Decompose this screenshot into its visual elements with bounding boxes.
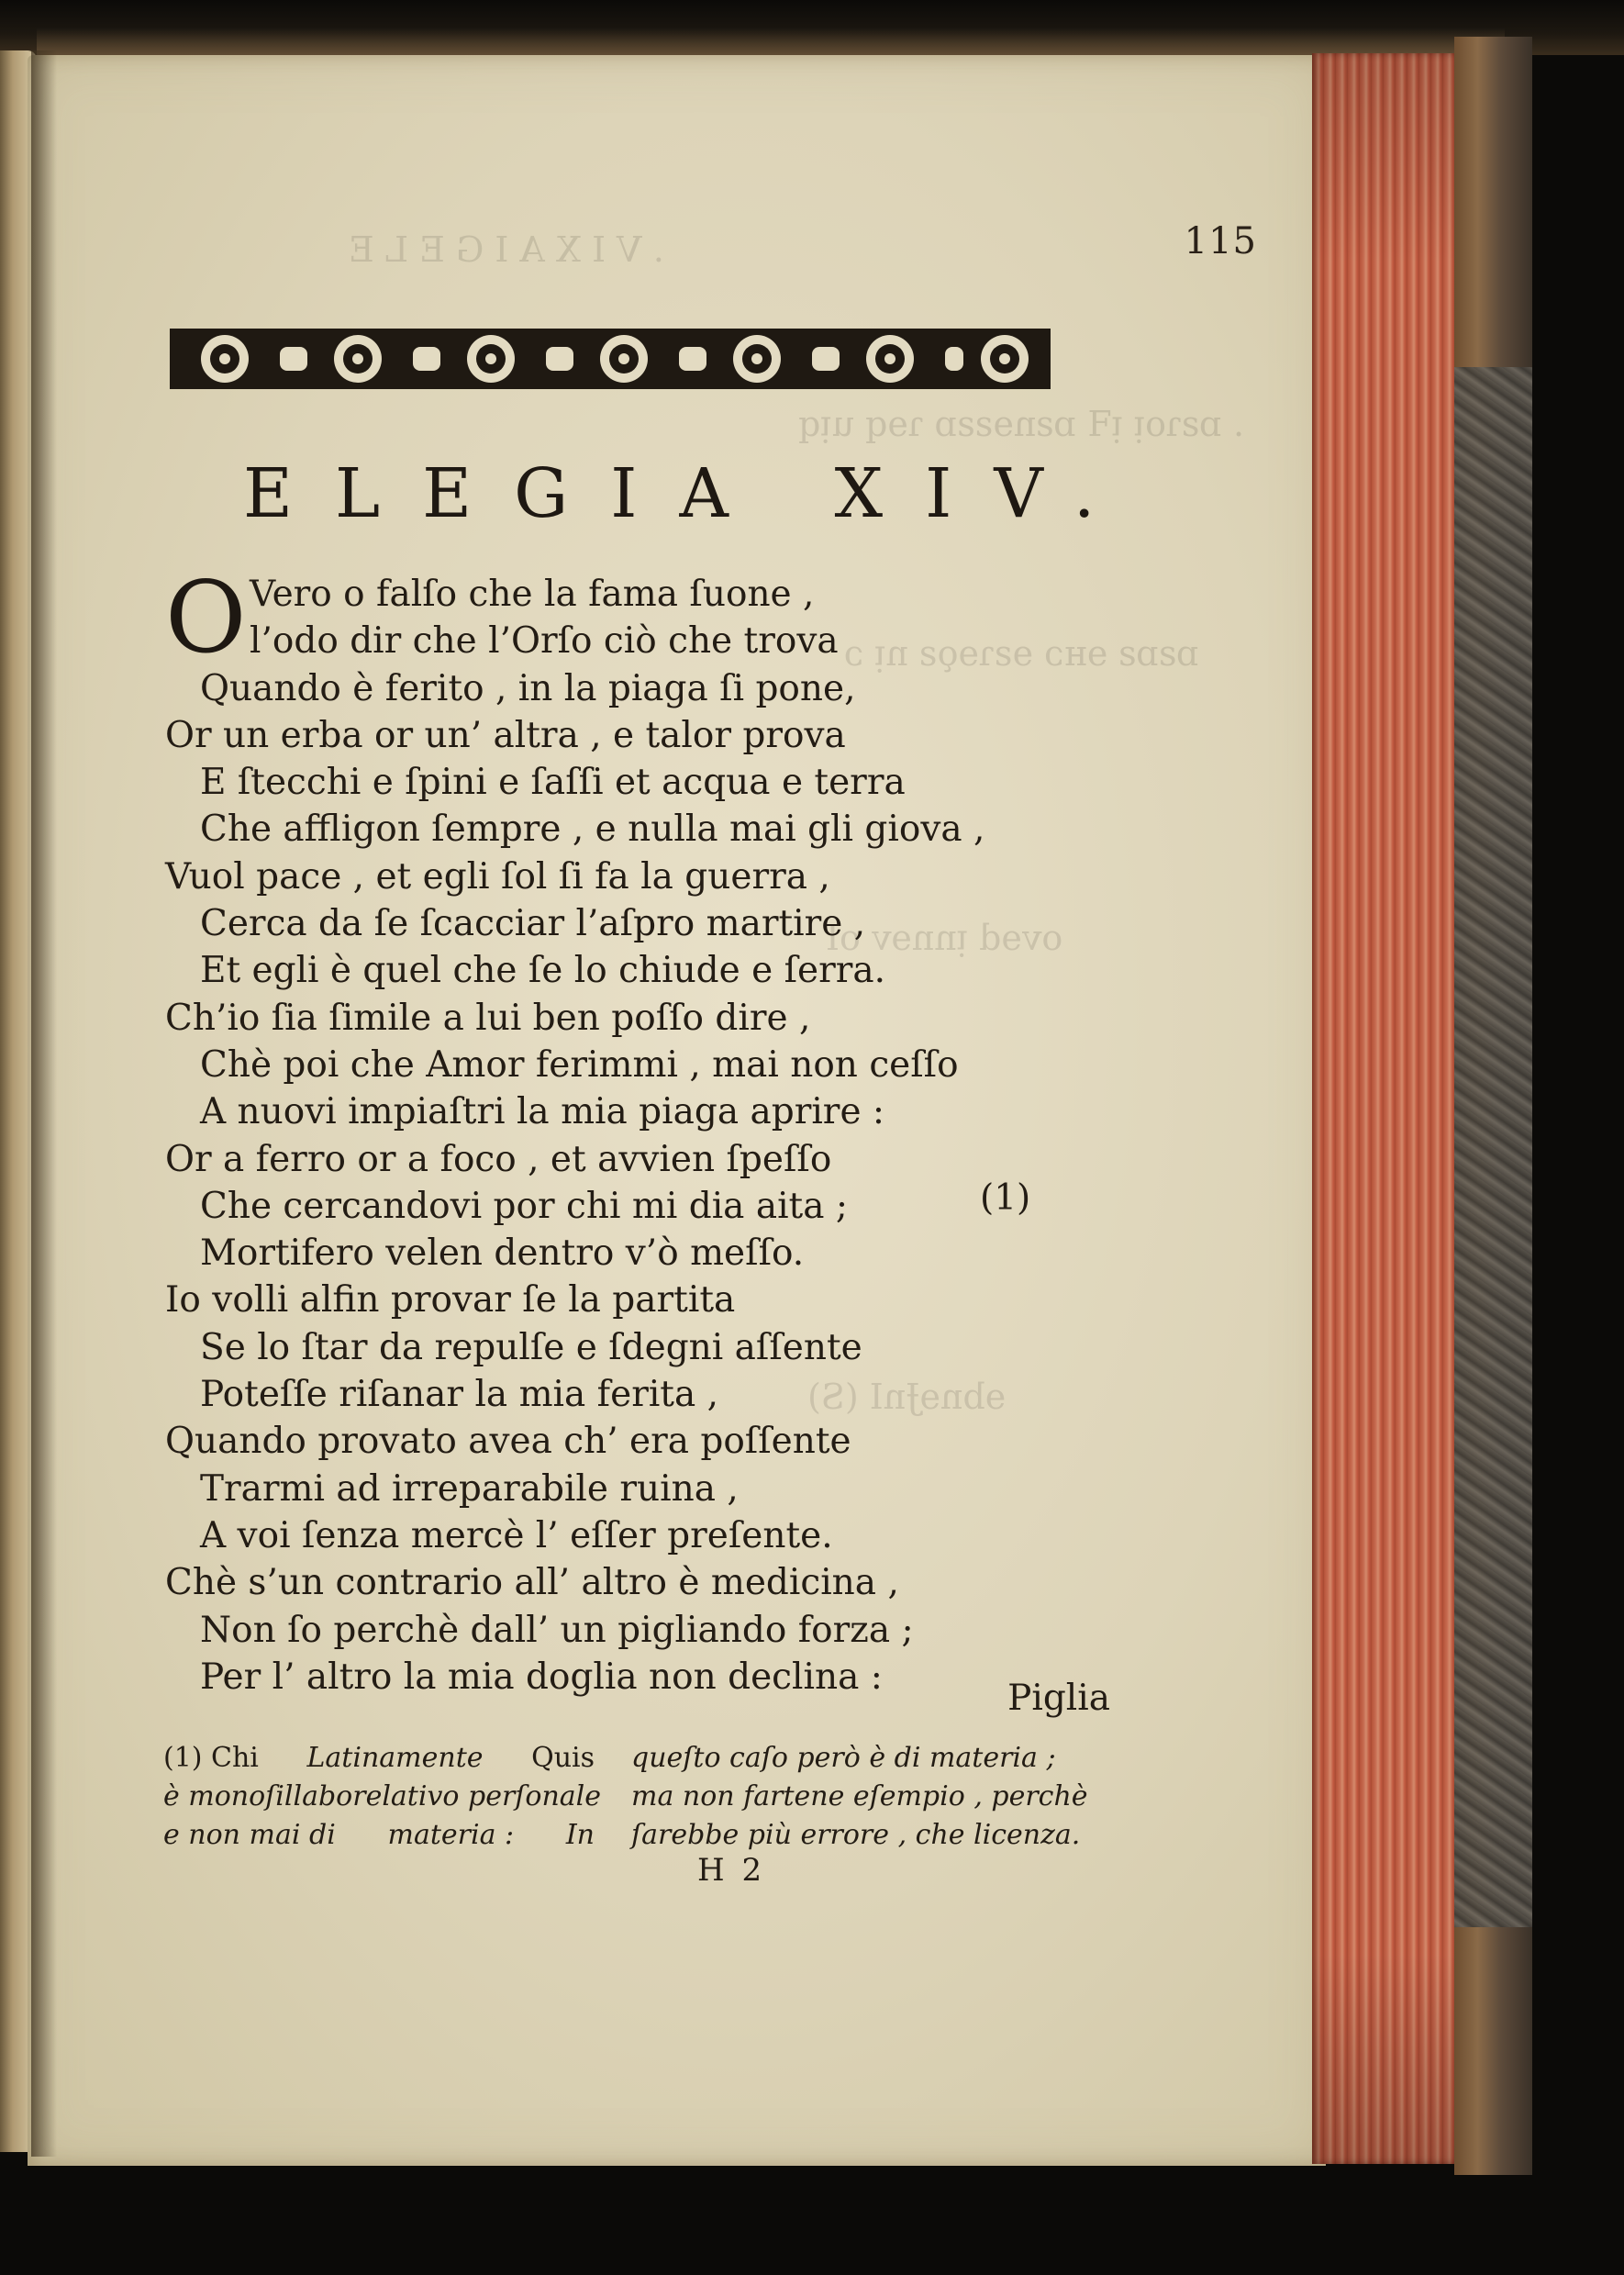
verse-line: Vuol pace , et egli ſol ſi fa la guerra , — [165, 855, 830, 898]
footnote-word: è monoſillabo — [163, 1780, 353, 1812]
footnote-word: e non mai di — [163, 1819, 336, 1851]
page-number: 115 — [1184, 220, 1257, 262]
footnote-line — [163, 1816, 595, 1855]
verse-line: Per l’ altro la mia doglia non declina : — [200, 1656, 883, 1698]
footnote-line — [163, 1778, 602, 1816]
verse-line: A voi ſenza mercè l’ eſſer preſente. — [200, 1514, 833, 1556]
verse-line: l’odo dir che l’Orſo ciò che trova — [250, 620, 839, 663]
footnote-reference: (1) — [980, 1177, 1031, 1219]
verse-line: Non ſo perchè dall’ un pigliando forza ; — [200, 1609, 914, 1651]
footnote-line: ſarebbe più errore , che licenza. — [631, 1819, 1081, 1851]
show-through-text: . V I X A I G E L E — [349, 229, 664, 270]
verse-line: Quando provato avea ch’ era poſſente — [165, 1421, 851, 1463]
verse-line: Chè poi che Amor ferimmi , mai non ceſſo — [200, 1043, 959, 1086]
footnote-line: queſto caſo però è di materia ; — [631, 1742, 1056, 1774]
verse-line: A nuovi impiaſtri la mia piaga aprire : — [200, 1091, 885, 1133]
verse-line: Et egli è quel che ſe lo chiude e ſerra. — [200, 950, 886, 992]
verse-line: Or a ferro or a foco , et avvien ſpeſſo — [165, 1138, 832, 1180]
drop-cap: O — [165, 561, 247, 675]
verse-line: Che cercandovi por chi mi dia aita ; — [200, 1185, 848, 1227]
signature-mark: H 2 — [697, 1852, 766, 1889]
verse-line: Cerca da ſe ſcacciar l’aſpro martire , — [200, 903, 866, 945]
verse-line: Quando è ferito , in la piaga ſi pone, — [200, 667, 856, 709]
show-through-text: ɒƨɒƨ ɘʜɔ ɘƨɿɘǫƨ nᴉ ɔ — [844, 633, 1200, 674]
poem-verse — [165, 561, 1083, 1701]
verse-line: E ſtecchi e ſpini e ſaſſi et acqua e terra — [200, 762, 906, 804]
ornamental-header-band — [170, 321, 1051, 396]
verse-line: Vero o falſo che la fama ſuone , — [250, 574, 815, 615]
footnote-word: Quis — [531, 1742, 595, 1774]
footnote-line: ma non fartene eſempio , perchè — [631, 1780, 1088, 1812]
page-edges-shade — [1312, 53, 1454, 2164]
show-through-text: ɘbnɘɈnI (S) — [807, 1377, 1007, 1417]
elegy-title: ELEGIA XIV. — [243, 454, 1138, 533]
verse-line: Trarmi ad irreparabile ruina , — [200, 1467, 739, 1510]
footnote-word: In — [565, 1819, 595, 1851]
footnote-word: (1) Chi — [163, 1742, 259, 1774]
verse-line: Or un erba or un’ altra , e talor prova — [165, 714, 846, 756]
verse-line: Ch’io ſia ſimile a lui ben poſſo dire , — [165, 997, 811, 1039]
gutter-shadow — [31, 50, 57, 2157]
verse-line: Mortifero velen dentro v’ò meſſo. — [200, 1232, 805, 1275]
verse-line: Poteſſe riſanar la mia ferita , — [200, 1374, 719, 1416]
verse-line: Io volli alfin provar ſe la partita — [165, 1279, 736, 1322]
show-through-text: . ɒƨɿoᴉ ᴉꟻ ɒƨnɘƨƨɒ ɿɘq uᴉq — [798, 404, 1245, 444]
show-through-text: ovɘd ᴉnnɘv oI — [826, 918, 1063, 958]
catchword: Piglia — [1007, 1678, 1110, 1719]
verse-line: Se lo ſtar da repulſe e ſdegni aſſente — [200, 1326, 862, 1368]
footnote-column-right — [631, 1739, 1088, 1855]
footnote-word: relativo perſonale — [352, 1780, 602, 1812]
marbled-cover — [1454, 367, 1532, 1927]
footnote-line — [163, 1739, 595, 1778]
footnote-column-left — [163, 1739, 602, 1855]
footnote-word: Latinamente — [306, 1742, 484, 1774]
book-top-edge — [37, 28, 1505, 55]
footnote-word: materia : — [387, 1819, 515, 1851]
verse-line: Chè s’un contrario all’ altro è medicina , — [165, 1562, 899, 1604]
verse-line: Che affligon ſempre , e nulla mai gli giova , — [200, 809, 985, 851]
